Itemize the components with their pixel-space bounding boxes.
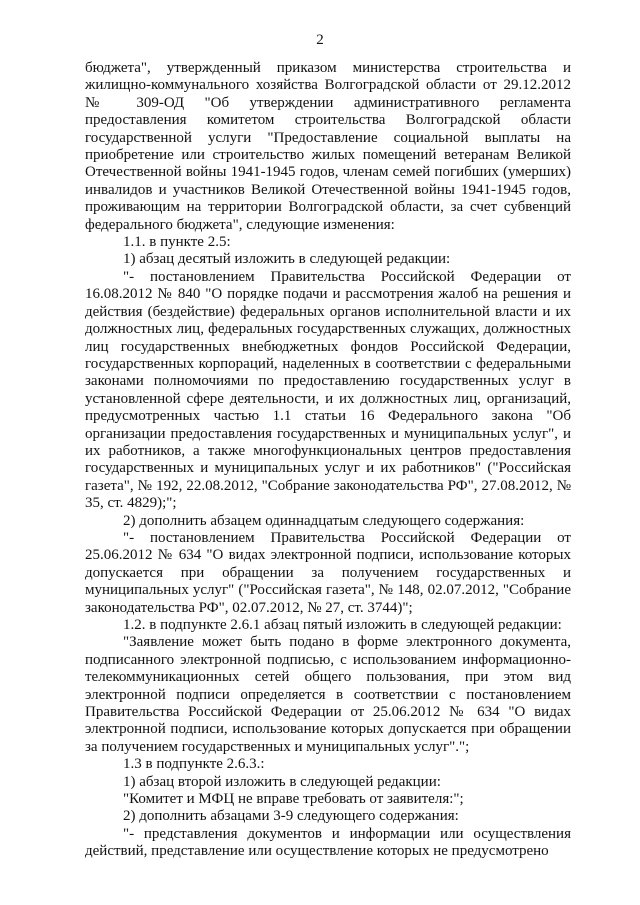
paragraph-item-1-1: 1.1. в пункте 2.5: bbox=[123, 234, 231, 251]
paragraph-quote-documents: "- представления документов и информации или осуществления действий, представление или осуществление которых не предусмотрено bbox=[85, 825, 571, 860]
paragraph-intro: бюджета", утвержденный приказом министерства строительства и жилищно-коммунального хозяйства Волгоградской области от 29.12.2012 № 309-ОД "Об утверждении административного регламента предоставления комитетом строительства Волгоградской области государственной услуги "Предоставление социальной выплаты на приобретение или строительство жилых помещений ветеранам Великой Отечественной войны 1941-1945 годов, членам семей погибших (умерших) инвалидов и участников Великой Отечественной войны 1941-1945 годов, проживающим на территории Волгоградской области, за счет субвенций федерального бюджета", следующие изменения: bbox=[85, 60, 571, 233]
document-body bbox=[85, 60, 571, 861]
paragraph-item-1-3: 1.3 в подпункте 2.6.3.: bbox=[123, 756, 265, 773]
paragraph-quote-application: "Заявление может быть подано в форме электронного документа, подписанного электронной подписью, с использованием информационно-телекоммуникационных сетей общего пользования, при этом вид электронной подписи определяется в соответствии с постановлением Правительства Российской Федерации от 25.06.2012 № 634 "О видах электронной подписи, использование которых допускается при обращении за получением государственных и муниципальных услуг"."; bbox=[85, 634, 571, 755]
paragraph-quote-840: "- постановлением Правительства Российской Федерации от 16.08.2012 № 840 "О порядке подачи и рассмотрения жалоб на решения и действия (бездействие) федеральных органов исполнительной власти и их должностных лиц, федеральных государственных служащих, должностных лиц государственных внебюджетных фондов Российской Федерации, государственных корпораций, наделенных в соответствии с федеральными законами полномочиями по предоставлению государственных услуг в установленной сфере деятельности, и их должностных лиц, организаций, предусмотренных частью 1.1 статьи 16 Федерального закона "Об организации предоставления государственных и муниципальных услуг", и их работников, а также многофункциональных центров предоставления государственных и муниципальных услуг и их работников" ("Российская газета", № 192, 22.08.2012, "Собрание законодательства РФ", 27.08.2012, № 35, ст. 4829);"; bbox=[85, 268, 571, 512]
paragraph-subitem-1: 1) абзац десятый изложить в следующей редакции: bbox=[123, 251, 451, 268]
paragraph-item-1-2: 1.2. в подпункте 2.6.1 абзац пятый изложить в следующей редакции: bbox=[123, 617, 562, 633]
paragraph-quote-committee: "Комитет и МФЦ не вправе требовать от заявителя:"; bbox=[123, 791, 464, 808]
paragraph-subitem-2b: 2) дополнить абзацами 3-9 следующего содержания: bbox=[123, 808, 459, 825]
page-number: 2 bbox=[316, 32, 324, 48]
paragraph-quote-634: "- постановлением Правительства Российской Федерации от 25.06.2012 № 634 "О видах электронной подписи, использование которых допускается при обращении за получением государственных и муниципальных услуг" ("Российская газета", № 148, 02.07.2012, "Собрание законодательства РФ", 02.07.2012, № 27, ст. 3744)"; bbox=[85, 529, 571, 616]
paragraph-subitem-2: 2) дополнить абзацем одиннадцатым следующего содержания: bbox=[123, 512, 525, 529]
paragraph-subitem-1b: 1) абзац второй изложить в следующей редакции: bbox=[123, 773, 441, 790]
